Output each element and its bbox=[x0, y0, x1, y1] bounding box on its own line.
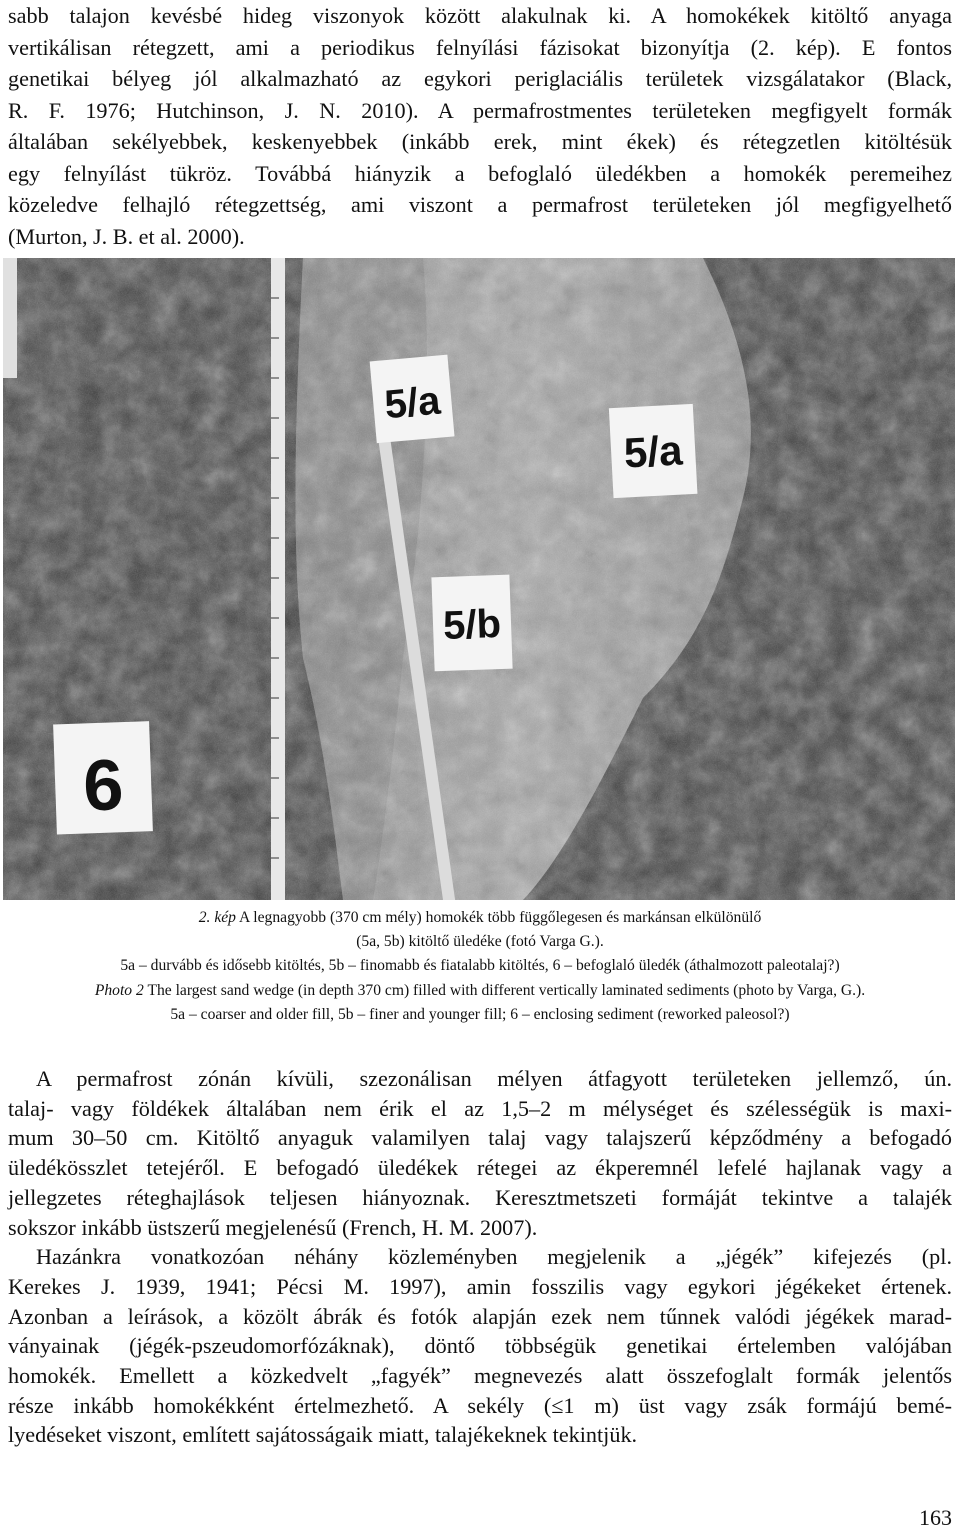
measuring-tape-left bbox=[271, 258, 285, 900]
caption-hu-prefix: 2. kép bbox=[198, 909, 236, 926]
top-paragraph bbox=[8, 0, 952, 252]
caption-en-line2: 5a – coarser and older fill, 5b – finer and younger fill; 6 – enclosing sediment (reworked paleosol?) bbox=[170, 1005, 790, 1023]
text-line: (Murton, J. B. et al. 2000). bbox=[8, 223, 245, 249]
text-line: általában sekélyebbek, keskenyebbek (inkább erek, mint ékek) és rétegzetlen kitöltésük bbox=[8, 129, 952, 154]
text-line: ványainak (jégék-pszeudomorfózáknak), döntő többségük genetikai értelemben valójában bbox=[8, 1333, 952, 1359]
text-line: Kerekes J. 1939, 1941; Pécsi M. 1997), amin fosszilis vagy egykori jégékeket értenek. bbox=[8, 1273, 952, 1299]
label-5a-left-text: 5/a bbox=[382, 378, 443, 428]
text-line: R. F. 1976; Hutchinson, J. N. 2010). A permafrostmentes területeken megfigyelt formák bbox=[8, 97, 952, 123]
text-line: része inkább homokékként értelmezhető. A sekély (≤1 m) üst vagy zsák formájú bemé- bbox=[8, 1392, 952, 1418]
text-line: üledékösszlet tetejéről. E befogadó üledékek rétegei az ékperemnél lefelé hajlanak vagy a bbox=[8, 1155, 952, 1181]
text-line: genetikai bélyeg jól alkalmazható az egykori periglaciális területek vizsgálatakor (Black, bbox=[8, 66, 952, 91]
caption-en-prefix: Photo 2 bbox=[94, 981, 144, 999]
label-6-text: 6 bbox=[81, 745, 125, 827]
caption-hu-text1: A legnagyobb (370 cm mély) homokék több függőlegesen és markánsan elkülönülő bbox=[239, 909, 762, 926]
text-line: vertikálisan rétegzett, ami a periodikus felnyílási fázisokat bizonyítja (2. kép). E fontos bbox=[8, 34, 952, 60]
text-line: jellegzetes réteghajlások teljesen hiányoznak. Keresztmetszeti formáját tekintve a talajék bbox=[8, 1184, 952, 1210]
text-line: mum 30–50 cm. Kitöltő anyaguk valamilyen talaj vagy talajszerű képződmény a befogadó bbox=[8, 1125, 952, 1151]
caption-hu-line1 bbox=[0, 906, 960, 930]
text-line: közeledve felhajló rétegzettség, ami viszont a permafrost területeken jól megfigyelhető bbox=[8, 192, 952, 217]
sand-wedge-photo bbox=[3, 258, 955, 900]
caption-en-line1 bbox=[0, 979, 960, 1003]
figure-caption bbox=[0, 906, 960, 1027]
body-paragraph-2 bbox=[8, 1242, 952, 1450]
body-text bbox=[8, 1064, 952, 1450]
text-line: sabb talajon kevésbé hideg viszonyok között alakulnak ki. A homokékek kitöltő anyaga bbox=[8, 3, 952, 28]
text-line: egy felnyílást tükröz. Továbbá hiányzik a befoglaló üledékben a homokék peremeihez bbox=[8, 160, 952, 186]
text-line: Hazánkra vonatkozóan néhány közleményben megjelenik a „jégék” kifejezés (pl. bbox=[36, 1244, 952, 1270]
body-paragraph-1 bbox=[8, 1064, 952, 1242]
label-5a-right bbox=[609, 404, 698, 498]
caption-hu-line3: 5a – durvább és idősebb kitöltés, 5b – finomabb és fiatalabb kitöltés, 6 – befoglaló üledék (áthalmozott paleotalaj?) bbox=[120, 957, 840, 975]
text-line: A permafrost zónán kívüli, szezonálisan mélyen átfagyott területeken jellemző, ún. bbox=[36, 1066, 952, 1091]
caption-en-text1: The largest sand wedge (in depth 370 cm) filled with different vertically laminated sediments (photo by Varga, G.). bbox=[147, 981, 866, 999]
label-6 bbox=[53, 721, 153, 834]
text-line: Azonban a leírások, a közölt ábrák és fotók alapján ezek nem tűnnek valódi jégékek marad- bbox=[8, 1303, 952, 1329]
label-5b bbox=[431, 575, 512, 672]
page-number: 163 bbox=[919, 1505, 952, 1530]
text-line: talaj- vagy földékek általában nem érik el az 1,5–2 m mélységet és szélességük is maxi- bbox=[8, 1095, 952, 1121]
text-line: sokszor inkább üstszerű megjelenésű (French, H. M. 2007). bbox=[8, 1214, 538, 1240]
text-line: lyedéseket viszont, említett sajátosságaik miatt, talajékeknek tekintjük. bbox=[8, 1422, 638, 1448]
label-5b-text: 5/b bbox=[442, 601, 502, 648]
label-5a-right-text: 5/a bbox=[622, 426, 684, 477]
caption-hu-line2: (5a, 5b) kitöltő üledéke (fotó Varga G.). bbox=[356, 933, 604, 951]
text-line: homokék. Emellett a közkedvelt „fagyék” megnevezés alatt összefoglalt formák jelentős bbox=[8, 1363, 952, 1389]
label-5a-left bbox=[370, 355, 455, 443]
measuring-tape-edge bbox=[3, 258, 17, 378]
